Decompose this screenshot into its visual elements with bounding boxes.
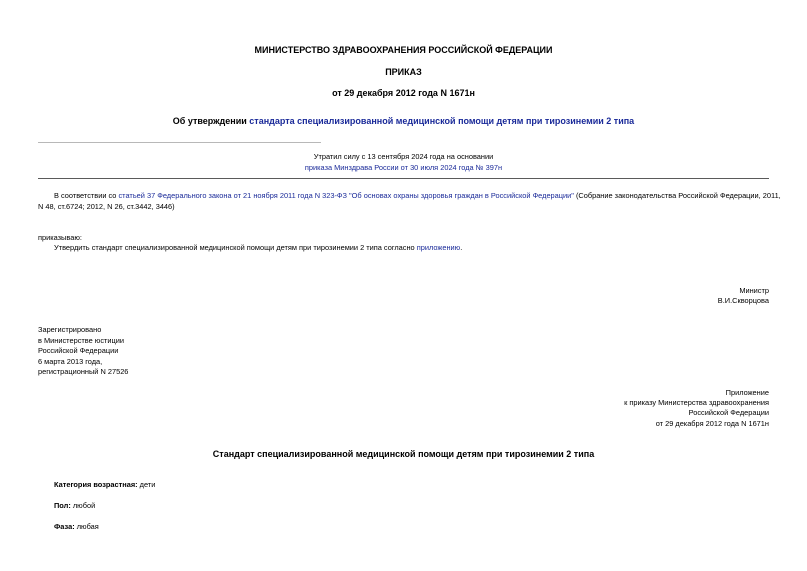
order-text-prefix: Утвердить стандарт специализированной медицинской помощи детям при тирозинемии 2 типа согласно (54, 243, 417, 252)
preamble-line-2: N 48, ст.6724; 2012, N 26, ст.3442, 3446) (38, 202, 175, 211)
registration-line: регистрационный N 27526 (38, 367, 129, 376)
appendix-line: Российской Федерации (688, 408, 769, 417)
appendix-link[interactable]: приложению (416, 243, 461, 252)
document-date-number: от 29 декабря 2012 года N 1671н (332, 88, 475, 98)
field-age-category (54, 480, 155, 490)
registration-line: Зарегистрировано (38, 325, 102, 334)
federal-law-link[interactable]: статьей 37 Федерального закона от 21 ноября 2011 года N 323-ФЗ "Об основах охраны здоровья граждан в Российской Федерации" (118, 191, 574, 200)
field-value: любой (70, 501, 96, 510)
field-value: дети (137, 480, 156, 489)
order-label: приказываю: (38, 233, 82, 242)
signature-position: Министр (739, 286, 769, 295)
preamble-line-1 (54, 191, 781, 201)
field-phase (54, 522, 99, 532)
divider-bottom (38, 178, 769, 179)
field-label: Фаза: (54, 522, 75, 531)
appendix-line: от 29 декабря 2012 года N 1671н (655, 419, 769, 428)
preamble-prefix: В соответствии со (54, 191, 119, 200)
divider-top (38, 142, 321, 143)
signature-name: В.И.Скворцова (717, 296, 769, 305)
field-sex (54, 501, 95, 511)
order-text (54, 243, 462, 253)
repeal-order-link[interactable]: приказа Минздрава России от 30 июля 2024 года № 397н (304, 163, 503, 172)
registration-line: в Министерстве юстиции (38, 336, 125, 345)
field-label: Пол: (54, 501, 71, 510)
document-type: ПРИКАЗ (385, 67, 422, 77)
field-value: любая (74, 522, 99, 531)
document-title (0, 116, 807, 126)
ministry-heading: МИНИСТЕРСТВО ЗДРАВООХРАНЕНИЯ РОССИЙСКОЙ ФЕДЕРАЦИИ (254, 45, 553, 55)
appendix-line: к приказу Министерства здравоохранения (624, 398, 769, 407)
document-title-prefix: Об утверждении (172, 116, 250, 126)
appendix-line: Приложение (725, 388, 769, 397)
standard-title: Стандарт специализированной медицинской помощи детям при тирозинемии 2 типа (212, 449, 595, 459)
order-text-suffix: . (460, 243, 463, 252)
field-label: Категория возрастная: (54, 480, 138, 489)
registration-line: Российской Федерации (38, 346, 119, 355)
status-line: Утратил силу с 13 сентября 2024 года на основании (313, 152, 494, 161)
registration-line: 6 марта 2013 года, (38, 357, 103, 366)
preamble-suffix: (Собрание законодательства Российской Федерации, 2011, (573, 191, 781, 200)
standard-link[interactable]: стандарта специализированной медицинской помощи детям при тирозинемии 2 типа (249, 116, 635, 126)
